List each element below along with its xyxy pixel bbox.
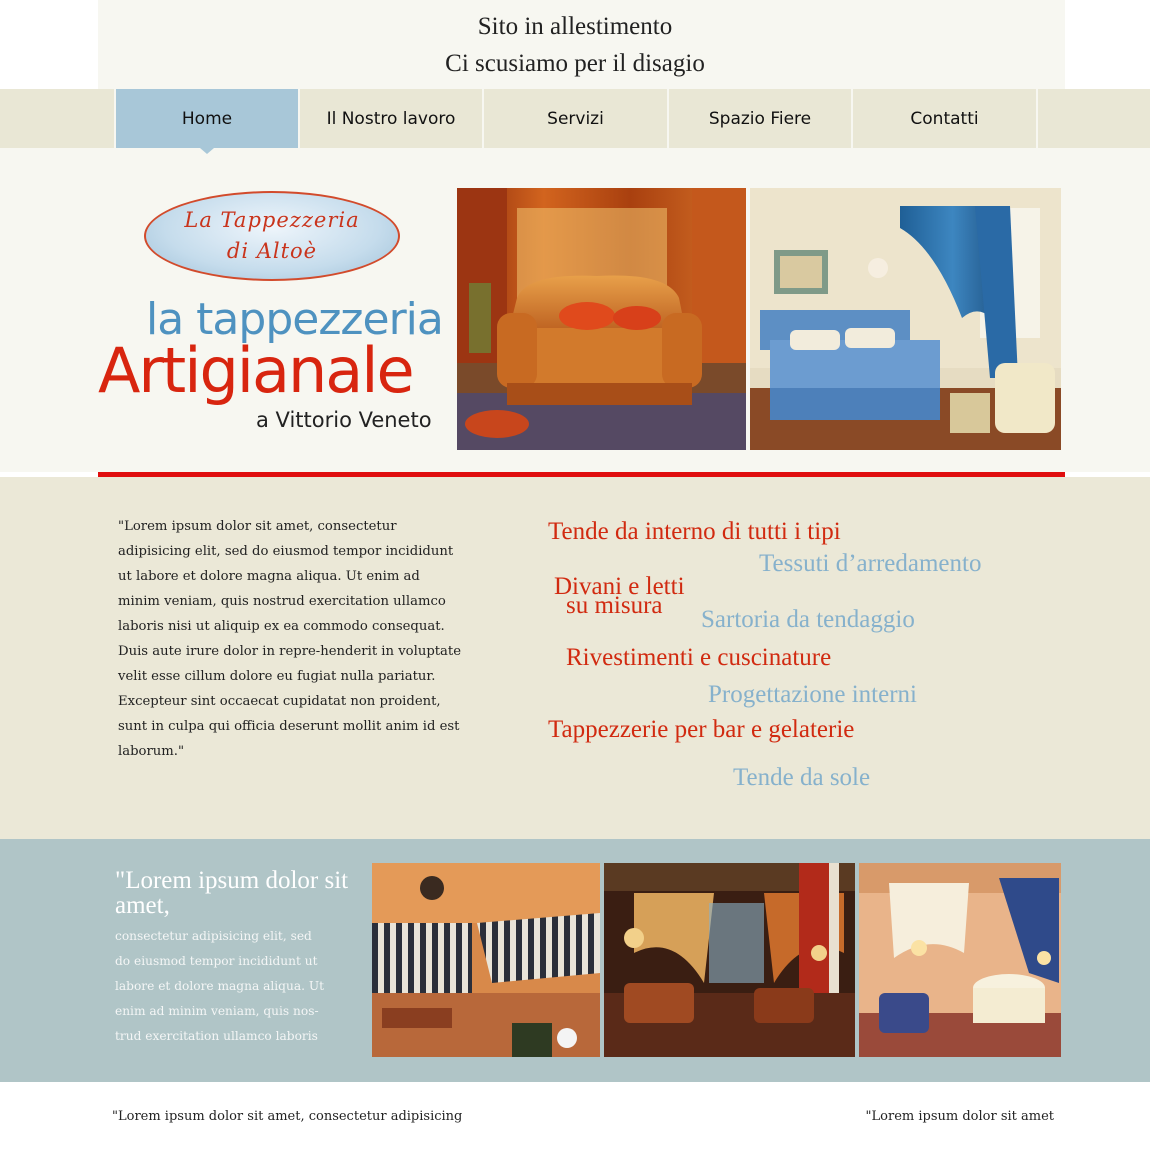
nav-item-servizi[interactable]: Servizi	[547, 108, 604, 129]
sofa-photo	[457, 188, 746, 450]
tagline-place: a Vittorio Veneto	[256, 408, 432, 432]
dining-room-photo	[859, 863, 1061, 1057]
service-divani-letti[interactable]: Divani e letti	[554, 573, 685, 600]
service-rivestimenti[interactable]: Rivestimenti e cuscinature	[566, 644, 832, 671]
intro-text: "Lorem ipsum dolor sit amet, consectetur adipisicing elit, sed do eiusmod tempor incididunt ut labore et dolore magna aliqua. Ut enim ad minim veniam, quis nostrud exercitation ullamco laboris nisi ut aliquip ex ea commodo consequat. Duis aute irure dolor in repre-henderit in voluptate velit esse cillum dolore eu fugiat nulla pariatur. Excepteur sint occaecat cupidatat non proident, sunt in culpa qui officia deserunt mollit anim id est laborum."	[118, 519, 462, 759]
service-tappezzerie-bar[interactable]: Tappezzerie per bar e gelaterie	[548, 716, 855, 743]
tagline-big: Artigianale	[98, 334, 413, 407]
bedroom-photo	[750, 188, 1061, 450]
nav-active-pointer-icon	[200, 148, 214, 154]
main-nav	[0, 89, 1150, 148]
nav-item-contatti[interactable]: Contatti	[910, 108, 979, 129]
gallery-quote-body: consectetur adipisicing elit, sed do eiusmod tempor incididunt ut labore et dolore magna aliqua. Ut enim ad minim veniam, quis nos-trud exercitation ullamco laboris	[115, 929, 324, 1043]
service-sartoria[interactable]: Sartoria da tendaggio	[701, 606, 915, 633]
tagline-small: la tappezzeria	[146, 294, 443, 345]
notice-line-2: Ci scusiamo per il disagio	[445, 50, 705, 77]
footer-right-text: "Lorem ipsum dolor sit amet	[865, 1109, 1054, 1124]
service-tessuti[interactable]: Tessuti d’arredamento	[759, 550, 982, 577]
logo-line-1: La Tappezzeria	[184, 208, 360, 232]
footer-left-text: "Lorem ipsum dolor sit amet, consectetur adipisicing	[112, 1109, 463, 1124]
service-tende-interno[interactable]: Tende da interno di tutti i tipi	[548, 518, 841, 545]
logo-line-2: di Altoè	[226, 239, 318, 263]
nav-item-spazio-fiere[interactable]: Spazio Fiere	[708, 108, 812, 129]
company-logo[interactable]	[144, 191, 400, 281]
service-tende-sole[interactable]: Tende da sole	[733, 764, 871, 791]
awning-photo	[372, 863, 600, 1057]
service-su-misura[interactable]: su misura	[566, 592, 663, 619]
nav-separator	[1036, 89, 1038, 148]
living-room-photo	[604, 863, 855, 1057]
nav-item-nostro-lavoro[interactable]: Il Nostro lavoro	[326, 108, 456, 129]
nav-item-home[interactable]: Home	[116, 89, 298, 148]
notice-line-1: Sito in allestimento	[477, 13, 673, 40]
service-progettazione[interactable]: Progettazione interni	[708, 681, 917, 708]
gallery-quote-heading: "Lorem ipsum dolor sit amet,	[115, 867, 349, 919]
